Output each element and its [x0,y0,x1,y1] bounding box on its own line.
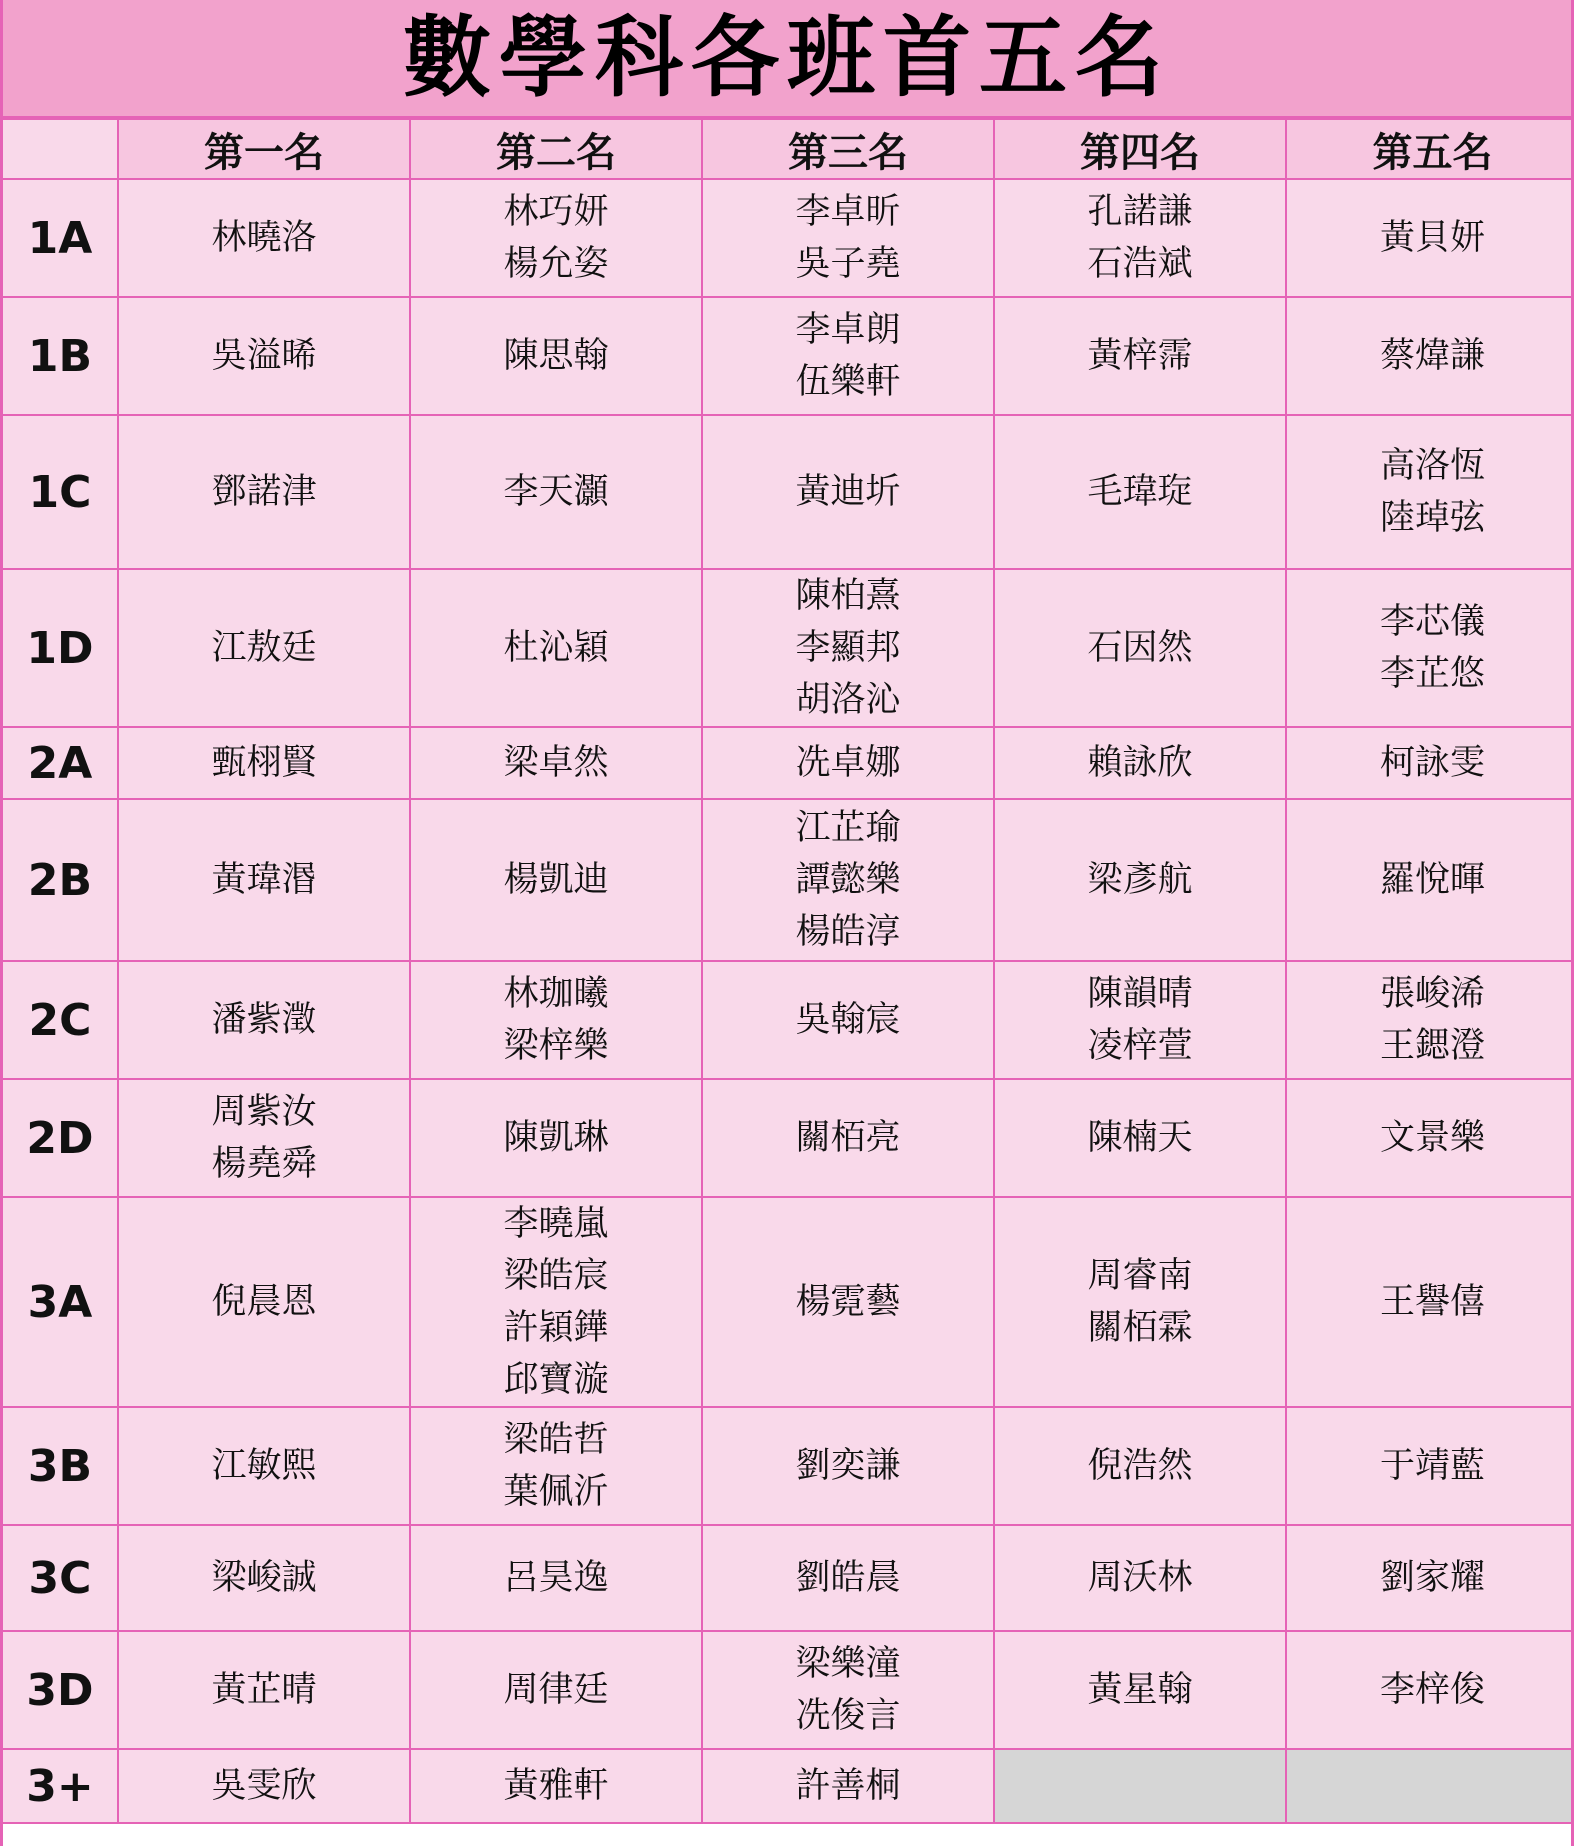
student-name: 楊允姿 [503,244,609,284]
student-name: 黃梓霈 [1087,336,1193,376]
student-name: 陳柏熹 [795,576,901,616]
student-name: 黃芷晴 [211,1670,317,1710]
rank-cell [702,1749,994,1823]
rank-cell [1286,1197,1574,1407]
rank-cell [702,297,994,415]
rank-cell [994,569,1286,727]
student-name: 于靖藍 [1379,1446,1485,1486]
class-label: 2B [3,799,118,961]
student-name: 黃迪圻 [795,472,901,512]
rank-cell [410,179,702,297]
student-name: 呂昊逸 [503,1558,609,1598]
student-name: 梁峻誠 [211,1558,317,1598]
student-name: 劉家耀 [1379,1558,1485,1598]
student-name: 杜沁穎 [503,628,609,668]
rank-cell [1286,297,1574,415]
empty-cell [1286,1749,1574,1823]
student-name: 蔡煒謙 [1379,336,1485,376]
empty-cell [994,1749,1286,1823]
rank-cell [994,1079,1286,1197]
class-label: 3A [3,1197,118,1407]
student-name: 甄栩賢 [211,743,317,783]
rank-cell [118,727,410,799]
rank-cell [410,727,702,799]
student-name: 冼俊言 [795,1696,901,1736]
rank-cell [994,961,1286,1079]
rank-cell [994,179,1286,297]
rank-cell [1286,799,1574,961]
table-row [3,569,1574,727]
rank-cell [118,961,410,1079]
rank-cell [702,1079,994,1197]
rank-cell [994,415,1286,569]
student-name: 梁卓然 [503,743,609,783]
table-row [3,179,1574,297]
header-rank-4: 第四名 [994,120,1286,179]
rank-cell [118,1197,410,1407]
student-name: 梁皓宸 [503,1256,609,1296]
table-row [3,799,1574,961]
student-name: 李芷悠 [1379,654,1485,694]
student-name: 林巧妍 [503,192,609,232]
student-name: 胡洛沁 [795,680,901,720]
class-label: 1D [3,569,118,727]
rank-cell [410,415,702,569]
table-row [3,1631,1574,1749]
student-name: 王鍶澄 [1379,1026,1485,1066]
table-row [3,1079,1574,1197]
student-name: 毛瑋琁 [1087,472,1193,512]
student-name: 李曉嵐 [503,1204,609,1244]
student-name: 周律廷 [503,1670,609,1710]
student-name: 許善桐 [795,1766,901,1806]
rank-cell [410,1197,702,1407]
student-name: 伍樂軒 [795,362,901,402]
rank-cell [1286,569,1574,727]
student-name: 凌梓萱 [1087,1026,1193,1066]
rank-cell [1286,1407,1574,1525]
rank-cell [118,799,410,961]
student-name: 倪浩然 [1087,1446,1193,1486]
rank-cell [410,569,702,727]
student-name: 林珈曦 [503,974,609,1014]
student-name: 冼卓娜 [795,743,901,783]
student-name: 梁皓哲 [503,1420,609,1460]
student-name: 陳凱琳 [503,1118,609,1158]
table-row [3,1407,1574,1525]
header-rank-2: 第二名 [410,120,702,179]
rank-cell [410,1631,702,1749]
student-name: 楊霓藝 [795,1282,901,1322]
rank-cell [994,1525,1286,1631]
class-label: 2A [3,727,118,799]
rank-cell [118,297,410,415]
student-name: 關栢霖 [1087,1308,1193,1348]
student-name: 文景樂 [1379,1118,1485,1158]
student-name: 吳子堯 [795,244,901,284]
rank-cell [702,727,994,799]
table-row [3,1197,1574,1407]
student-name: 梁樂潼 [795,1644,901,1684]
student-name: 楊皓淳 [795,912,901,952]
table-row [3,961,1574,1079]
student-name: 葉佩沂 [503,1472,609,1512]
student-name: 江芷瑜 [795,808,901,848]
page-title: 數學科各班首五名 [402,6,1171,109]
rank-cell [702,961,994,1079]
rank-cell [410,799,702,961]
table-row [3,1525,1574,1631]
rank-cell [994,297,1286,415]
rank-cell [1286,961,1574,1079]
student-name: 賴詠欣 [1087,743,1193,783]
student-name: 楊凱迪 [503,860,609,900]
ranking-table [3,120,1574,1824]
table-row [3,1749,1574,1823]
student-name: 譚懿樂 [795,860,901,900]
rank-cell [1286,727,1574,799]
student-name: 陸琸弦 [1379,498,1485,538]
rank-cell [118,1631,410,1749]
student-name: 張峻浠 [1379,974,1485,1014]
student-name: 關栢亮 [795,1118,901,1158]
title-bar [3,0,1571,120]
rank-cell [410,1749,702,1823]
rank-cell [410,297,702,415]
student-name: 黃雅軒 [503,1766,609,1806]
class-label: 2C [3,961,118,1079]
rank-cell [118,569,410,727]
rank-cell [410,1407,702,1525]
rank-cell [118,415,410,569]
student-name: 許穎鏵 [503,1308,609,1348]
rank-cell [1286,1631,1574,1749]
class-label: 3+ [3,1749,118,1823]
student-name: 劉皓晨 [795,1558,901,1598]
student-name: 梁彥航 [1087,860,1193,900]
rank-cell [702,415,994,569]
table-row [3,415,1574,569]
student-name: 陳韻晴 [1087,974,1193,1014]
student-name: 周沃林 [1087,1558,1193,1598]
rank-cell [702,569,994,727]
student-name: 周紫汝 [211,1092,317,1132]
rank-cell [702,1631,994,1749]
rank-cell [118,1407,410,1525]
rank-cell [118,1749,410,1823]
student-name: 邱寶漩 [503,1360,609,1400]
class-label: 2D [3,1079,118,1197]
student-name: 陳楠天 [1087,1118,1193,1158]
rank-cell [994,1631,1286,1749]
class-label: 1A [3,179,118,297]
student-name: 潘紫澂 [211,1000,317,1040]
rank-cell [702,1407,994,1525]
rank-cell [410,961,702,1079]
student-name: 李卓朗 [795,310,901,350]
rank-cell [702,799,994,961]
student-name: 孔諾謙 [1087,192,1193,232]
student-name: 李芯儀 [1379,602,1485,642]
rank-cell [118,1079,410,1197]
header-corner-cell [3,120,118,179]
student-name: 黃貝妍 [1379,218,1485,258]
class-label: 3C [3,1525,118,1631]
student-name: 羅悅暉 [1379,860,1485,900]
rank-cell [410,1079,702,1197]
header-rank-1: 第一名 [118,120,410,179]
table-row [3,297,1574,415]
class-label: 1B [3,297,118,415]
student-name: 柯詠雯 [1379,743,1485,783]
table-body [3,179,1574,1823]
rank-cell [702,179,994,297]
student-name: 黃瑋湣 [211,860,317,900]
rank-cell [702,1525,994,1631]
rank-cell [118,1525,410,1631]
student-name: 李梓俊 [1379,1670,1485,1710]
class-label: 3B [3,1407,118,1525]
student-name: 梁梓樂 [503,1026,609,1066]
student-name: 吳翰宸 [795,1000,901,1040]
student-name: 楊堯舜 [211,1144,317,1184]
rank-cell [994,799,1286,961]
rank-cell [1286,1525,1574,1631]
student-name: 黃星翰 [1087,1670,1193,1710]
student-name: 周睿南 [1087,1256,1193,1296]
student-name: 江敖廷 [211,628,317,668]
header-row [3,120,1574,179]
rank-cell [994,727,1286,799]
student-name: 高洛恆 [1379,446,1485,486]
header-rank-3: 第三名 [702,120,994,179]
rank-cell [1286,179,1574,297]
student-name: 李卓昕 [795,192,901,232]
student-name: 吳雯欣 [211,1766,317,1806]
table-row [3,727,1574,799]
class-label: 1C [3,415,118,569]
header-rank-5: 第五名 [1286,120,1574,179]
class-label: 3D [3,1631,118,1749]
student-name: 劉奕謙 [795,1446,901,1486]
student-name: 吳溢晞 [211,336,317,376]
rank-cell [994,1407,1286,1525]
student-name: 李天灝 [503,472,609,512]
student-name: 江敏熙 [211,1446,317,1486]
rank-cell [410,1525,702,1631]
student-name: 鄧諾津 [211,472,317,512]
student-name: 林曉洛 [211,218,317,258]
rank-cell [702,1197,994,1407]
rank-cell [994,1197,1286,1407]
rank-cell [118,179,410,297]
student-name: 王譽僖 [1379,1282,1485,1322]
table-header [3,120,1574,179]
student-name: 倪晨恩 [211,1282,317,1322]
student-name: 陳思翰 [503,336,609,376]
student-name: 石因然 [1087,628,1193,668]
rank-cell [1286,1079,1574,1197]
rank-cell [1286,415,1574,569]
student-name: 石浩斌 [1087,244,1193,284]
student-name: 李顯邦 [795,628,901,668]
